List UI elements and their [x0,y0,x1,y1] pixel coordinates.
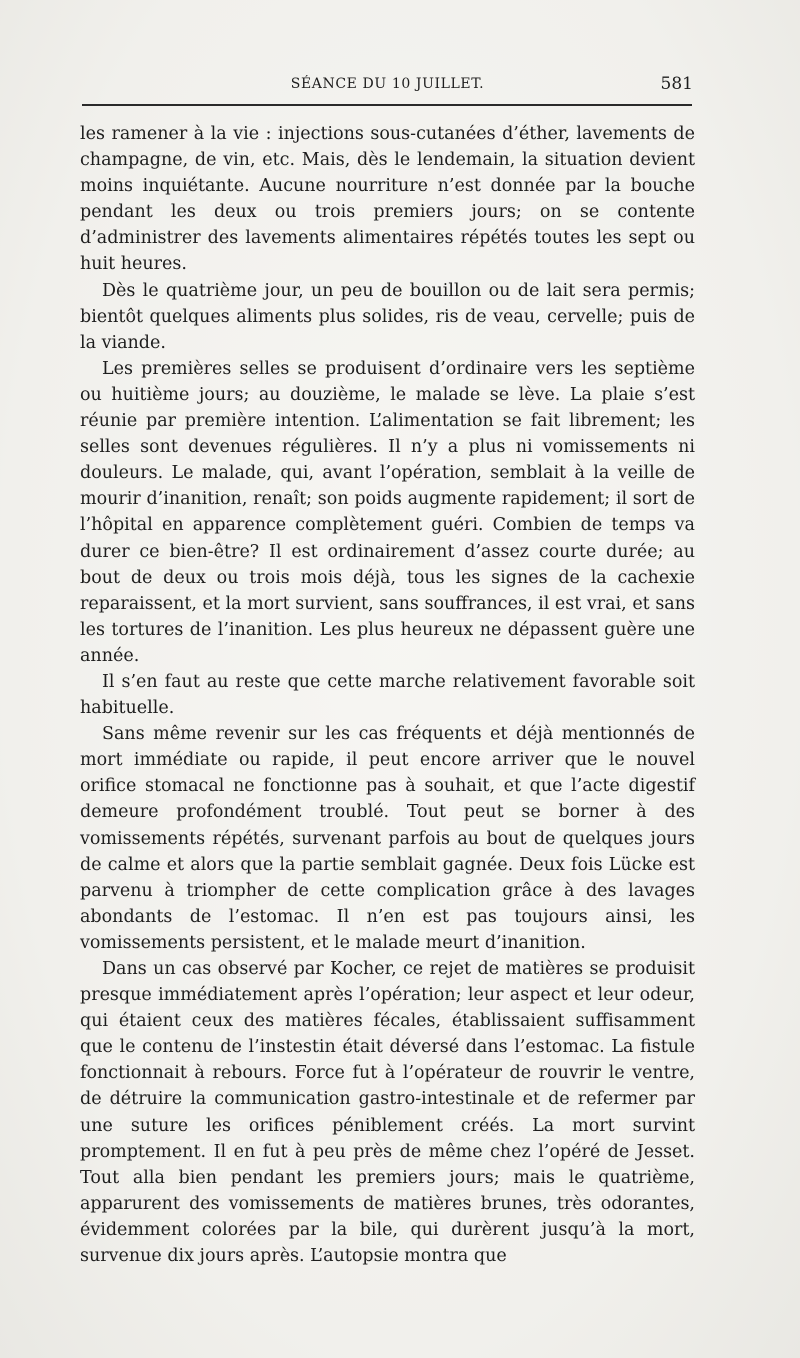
page-header [80,74,695,98]
paragraph: Sans même revenir sur les cas fréquents et déjà mentionnés de mort immédiate ou rapide, il peut encore arriver que le nouvel orifice stomacal ne fonctionne pas à souhait, et que l’acte digestif demeure profondément troublé. Tout peut se borner à des vomissements répétés, survenant parfois au bout de quelques jours de calme et alors que la partie semblait gagnée. Deux fois Lücke est parvenu à triompher de cette complication grâce à des lavages abondants de l’estomac. Il n’en est pas toujours ainsi, les vomissements persistent, et le malade meurt d’inanition. [80,724,695,953]
body-text [80,121,695,1269]
paragraph: les ramener à la vie : injections sous-cutanées d’éther, lavements de champagne, de vin, etc. Mais, dès le lendemain, la situation devient moins inquiétante. Aucune nourriture n’est donnée par la bouche pendant les deux ou trois premiers jours; on se contente d’administrer des lavements alimentaires répétés toutes les sept ou huit heures. [80,124,695,275]
paragraph: Dans un cas observé par Kocher, ce rejet de matières se produisit presque immédiatement après l’opération; leur aspect et leur odeur, qui étaient ceux des matières fécales, établissaient suffisamment que le contenu de l’instestin était déversé dans l’estomac. La fistule fonctionnait à rebours. Force fut à l’opérateur de rouvrir le ventre, de détruire la communication gastro-intestinale et de refermer par une suture les orifices péniblement créés. La mort survint promptement. Il en fut à peu près de même chez l’opéré de Jesset. Tout alla bien pendant les premiers jours; mais le quatrième, apparurent des vomissements de matières brunes, très odorantes, évidemment colorées par la bile, qui durèrent jusqu’à la mort, survenue dix jours après. L’autopsie montra que [80,959,695,1267]
page-number: 581 [660,74,693,94]
running-title: SÉANCE DU 10 JUILLET. [290,76,485,92]
paragraph: Les premières selles se produisent d’ordinaire vers les septième ou huitième jours; au douzième, le malade se lève. La plaie s’est réunie par première intention. L’alimentation se fait librement; les selles sont devenues régulières. Il n’y a plus ni vomissements ni douleurs. Le malade, qui, avant l’opération, semblait à la veille de mourir d’inanition, renaît; son poids augmente rapidement; il sort de l’hôpital en apparence complètement guéri. Combien de temps va durer ce bien-être? Il est ordinairement d’assez courte durée; au bout de deux ou trois mois déjà, tous les signes de la cachexie reparaissent, et la mort survient, sans souffrances, il est vrai, et sans les tortures de l’inanition. Les plus heureux ne dépassent guère une année. [80,358,695,666]
paragraph: Il s’en faut au reste que cette marche relativement favorable soit habituelle. [80,671,695,719]
paragraph: Dès le quatrième jour, un peu de bouillon ou de lait sera permis; bientôt quelques aliments plus solides, ris de veau, cervelle; puis de la viande. [80,280,695,353]
header-rule [82,104,692,106]
